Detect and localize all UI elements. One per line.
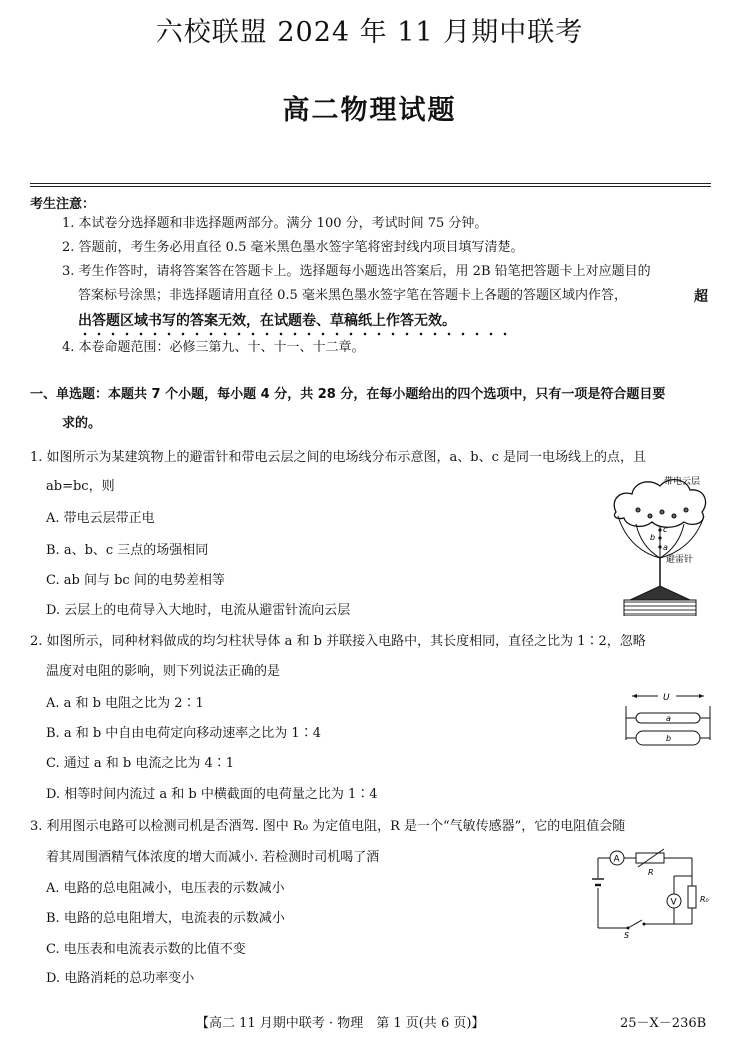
q1-option-a: A. 带电云层带正电 (46, 511, 155, 526)
cloud-label: 带电云层 (664, 477, 701, 487)
label-c: c (663, 525, 668, 534)
fixed-resistor (688, 886, 696, 908)
divider-top (30, 183, 711, 184)
notice-item-3a: 3. 考生作答时，请将答案答在答题卡上。选择题每小题选出答案后，用 2B 铅笔把答题卡上对应题目的 (62, 264, 651, 279)
building (624, 600, 696, 616)
notice-item-3c: 超 (694, 289, 708, 305)
q1-figure (608, 472, 714, 616)
footer-page: 【高二 11 月期中联考 · 物理 第 1 页(共 6 页)】 (196, 1016, 485, 1031)
section-heading: 一、单选题：本题共 7 个小题，每小题 4 分，共 28 分，在每小题给出的四个选项中，只有一项是符合题目要 (30, 387, 666, 402)
q2-stem: 2. 如图所示，同种材料做成的均匀柱状导体 a 和 b 并联接入电路中，其长度相同，直径之比为 1∶2，忽略 (30, 634, 646, 649)
q1-stem-cont: ab=bc，则 (46, 479, 115, 494)
roof (630, 586, 690, 600)
q3-option-a: A. 电路的总电阻减小，电压表的示数减小 (46, 881, 285, 896)
voltmeter-label: V (670, 897, 677, 908)
notice-item-3b: 答案标号涂黑；非选择题请用直径 0.5 毫米黑色墨水签字笔在答题卡上各题的答题区域内作答， (78, 288, 627, 303)
notice-heading: 考生注意： (30, 197, 96, 212)
q1-option-d: D. 云层上的电荷导入大地时，电流从避雷针流向云层 (46, 603, 351, 618)
q3-option-b: B. 电路的总电阻增大，电流表的示数减小 (46, 911, 285, 926)
q1-option-b: B. a、b、c 三点的场强相同 (46, 543, 209, 558)
q2-stem-cont: 温度对电阻的影响，则下列说法正确的是 (46, 664, 281, 679)
point-c (658, 528, 661, 531)
label-a: a (663, 543, 668, 552)
q2-figure (622, 688, 714, 752)
notice-item-2: 2. 答题前，考生务必用直径 0.5 毫米黑色墨水签字笔将密封线内项目填写清楚。 (62, 240, 524, 255)
emphasis-dots (78, 332, 508, 336)
q2-option-b: B. a 和 b 中自由电荷定向移动速率之比为 1∶4 (46, 726, 321, 741)
notice-item-4: 4. 本卷命题范围：必修三第九、十、十一、十二章。 (62, 340, 365, 355)
q1-option-c: C. ab 间与 bc 间的电势差相等 (46, 573, 225, 588)
notice-item-1: 1. 本试卷分选择题和非选择题两部分。满分 100 分，考试时间 75 分钟。 (62, 216, 488, 231)
q2-option-d: D. 相等时间内流过 a 和 b 中横截面的电荷量之比为 1∶4 (46, 787, 378, 802)
sensor-label: R (648, 868, 654, 877)
footer-code: 25－X－236B (620, 1016, 707, 1031)
q3-figure (588, 846, 716, 938)
label-b: b (650, 533, 656, 542)
divider-top-2 (30, 186, 711, 187)
fixed-label: R₀ (700, 895, 709, 904)
q1-stem: 1. 如图所示为某建筑物上的避雷针和带电云层之间的电场线分布示意图，a、b、c 是同一电场线上的点，且 (30, 450, 647, 465)
q3-stem: 3. 利用图示电路可以检测司机是否酒驾. 图中 R₀ 为定值电阻，R 是一个“气敏传感器”，它的电阻值会随 (30, 819, 626, 834)
ammeter-label: A (613, 854, 620, 865)
q2-option-a: A. a 和 b 电阻之比为 2∶1 (46, 696, 204, 711)
q3-option-c: C. 电压表和电流表示数的比值不变 (46, 942, 246, 957)
point-a (658, 545, 661, 548)
label-a2: a (666, 714, 671, 723)
rod-label: 避雷针 (666, 555, 694, 565)
exam-title: 六校联盟 2024 年 11 月期中联考 (155, 17, 584, 48)
voltage-label: U (663, 693, 670, 703)
label-b2: b (666, 734, 672, 743)
q2-option-c: C. 通过 a 和 b 电流之比为 4∶1 (46, 756, 235, 771)
q3-option-d: D. 电路消耗的总功率变小 (46, 971, 195, 986)
q3-stem-cont: 着其周围酒精气体浓度的增大而减小. 若检测时司机喝了酒 (46, 850, 380, 865)
section-heading-cont: 求的。 (62, 416, 102, 431)
sensor-resistor (636, 853, 664, 863)
notice-item-3d: 出答题区域书写的答案无效，在试题卷、草稿纸上作答无效。 (78, 313, 456, 329)
point-b (658, 536, 661, 539)
switch-label: S (624, 931, 630, 938)
exam-subtitle: 高二物理试题 (282, 95, 457, 126)
